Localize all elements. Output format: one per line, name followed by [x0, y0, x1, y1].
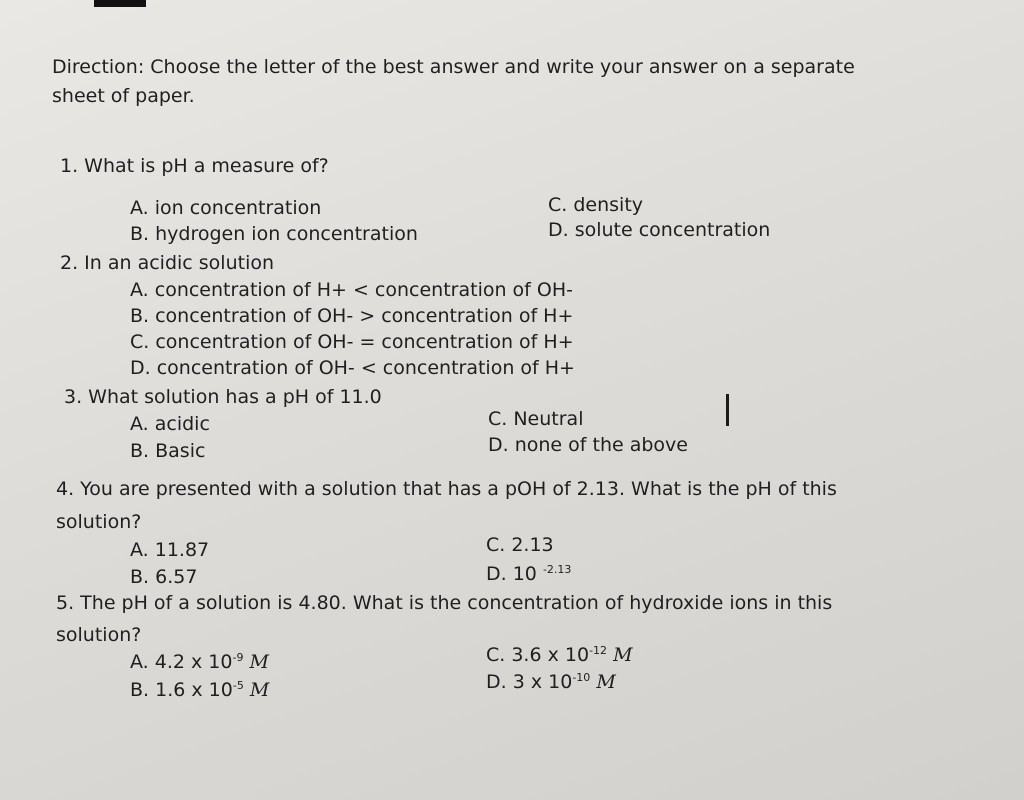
q5-option-a: A. 4.2 x $10^{-9}$ M: [130, 651, 269, 673]
direction-line-1: Direction: Choose the letter of the best answer and write your answer on a separate: [52, 56, 855, 78]
question-3: 3. What solution has a pH of 11.0: [64, 386, 382, 408]
question-4-line-2: solution?: [56, 511, 142, 533]
question-1: 1. What is pH a measure of?: [60, 155, 329, 177]
q2-option-d: D. concentration of OH- < concentration of H+: [130, 357, 575, 379]
q4-option-c: C. 2.13: [486, 534, 554, 556]
q3-option-d: D. none of the above: [488, 434, 688, 456]
q1-option-d: D. solute concentration: [548, 219, 771, 241]
q5-option-d: D. 3 x $10^{-10}$ M: [486, 671, 616, 693]
q3-option-c: C. Neutral: [488, 408, 584, 430]
question-5-line-1: 5. The pH of a solution is 4.80. What is the concentration of hydroxide ions in this: [56, 592, 833, 614]
question-4-line-1: 4. You are presented with a solution that has a pOH of 2.13. What is the pH of this: [56, 478, 837, 500]
q1-option-c: C. density: [548, 194, 644, 216]
q2-option-c: C. concentration of OH- = concentration of H+: [130, 331, 574, 353]
question-2: 2. In an acidic solution: [60, 252, 275, 274]
q3-option-b: B. Basic: [130, 440, 206, 462]
pen-tick-mark: [726, 394, 729, 426]
question-5-line-2: solution?: [56, 624, 142, 646]
q2-option-a: A. concentration of H+ < concentration of OH-: [130, 279, 574, 301]
q4-option-b: B. 6.57: [130, 566, 198, 588]
q3-option-a: A. acidic: [130, 413, 210, 435]
q2-option-b: B. concentration of OH- > concentration of H+: [130, 305, 574, 327]
q4-option-d: D. 10 $^{-2.13}$: [486, 563, 572, 585]
q1-option-a: A. ion concentration: [130, 197, 322, 219]
q5-option-b: B. 1.6 x $10^{-5}$ M: [130, 679, 270, 701]
q5-option-c: C. 3.6 x $10^{-12}$ M: [486, 644, 633, 666]
q1-option-b: B. hydrogen ion concentration: [130, 223, 418, 245]
q4-option-a: A. 11.87: [130, 539, 210, 561]
direction-line-2: sheet of paper.: [52, 85, 195, 107]
top-edge-mark: [94, 0, 146, 7]
